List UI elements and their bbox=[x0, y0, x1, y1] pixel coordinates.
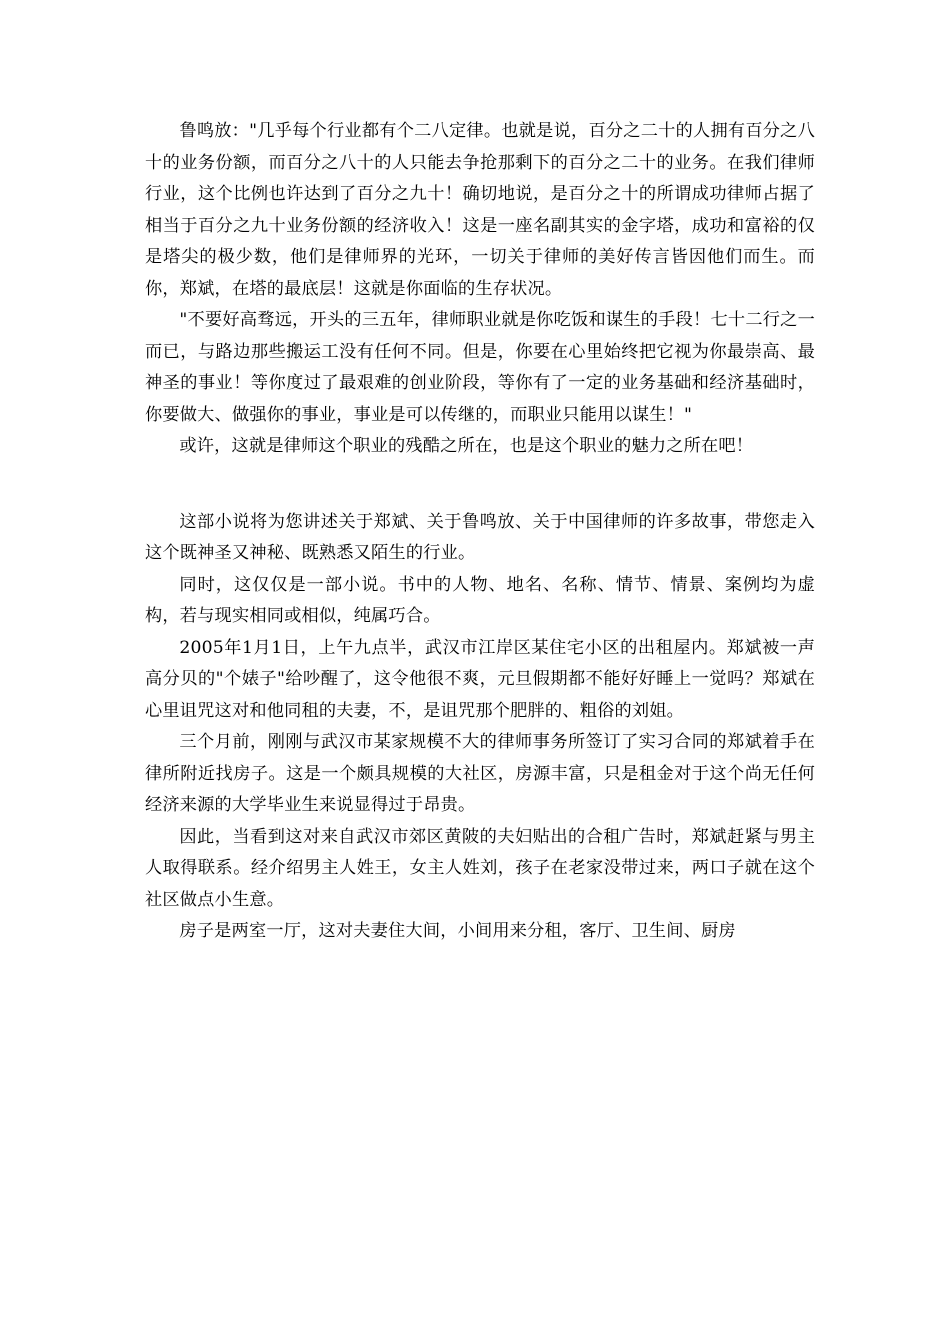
document-body bbox=[145, 116, 815, 948]
paragraph: 鲁鸣放："几乎每个行业都有个二八定律。也就是说，百分之二十的人拥有百分之八十的业务份额，而百分之八十的人只能去争抢那剩下的百分之二十的业务。在我们律师行业，这个比例也许达到了百分之九十！确切地说，是百分之十的所谓成功律师占据了相当于百分之九十业务份额的经济收入！这是一座名副其实的金字塔，成功和富裕的仅是塔尖的极少数，他们是律师界的光环，一切关于律师的美好传言皆因他们而生。而你，郑斌，在塔的最底层！这就是你面临的生存状况。 bbox=[145, 121, 815, 299]
paragraph: 三个月前，刚刚与武汉市某家规模不大的律师事务所签订了实习合同的郑斌着手在律所附近找房子。这是一个颇具规模的大社区，房源丰富，只是租金对于这个尚无任何经济来源的大学毕业生来说显得过于昂贵。 bbox=[145, 732, 815, 815]
paragraph: 同时，这仅仅是一部小说。书中的人物、地名、名称、情节、情景、案例均为虚构，若与现实相同或相似，纯属巧合。 bbox=[145, 574, 815, 626]
paragraph: 因此，当看到这对来自武汉市郊区黄陂的夫妇贴出的合租广告时，郑斌赶紧与男主人取得联系。经介绍男主人姓王，女主人姓刘，孩子在老家没带过来，两口子就在这个社区做点小生意。 bbox=[145, 826, 815, 910]
paragraph: 房子是两室一厅，这对夫妻住大间，小间用来分租，客厅、卫生间、厨房 bbox=[179, 921, 736, 941]
paragraph: 或许，这就是律师这个职业的残酷之所在，也是这个职业的魅力之所在吧！ bbox=[179, 436, 754, 456]
paragraph: 2005年1月1日，上午九点半，武汉市江岸区某住宅小区的出租屋内。郑斌被一声高分贝的"个婊子"给吵醒了，这令他很不爽，元旦假期都不能好好睡上一觉吗？郑斌在心里诅咒这对和他同租的夫妻，不，是诅咒那个肥胖的、粗俗的刘姐。 bbox=[145, 637, 815, 721]
paragraph: "不要好高骛远，开头的三五年，律师职业就是你吃饭和谋生的手段！七十二行之一而已，与路边那些搬运工没有任何不同。但是，你要在心里始终把它视为你最崇高、最神圣的事业！等你度过了最艰难的创业阶段，等你有了一定的业务基础和经济基础时，你要做大、做强你的事业，事业是可以传继的，而职业只能用以谋生！" bbox=[145, 310, 815, 425]
paragraph: 这部小说将为您讲述关于郑斌、关于鲁鸣放、关于中国律师的许多故事，带您走入这个既神圣又神秘、既熟悉又陌生的行业。 bbox=[145, 511, 815, 563]
section-break bbox=[145, 463, 815, 507]
